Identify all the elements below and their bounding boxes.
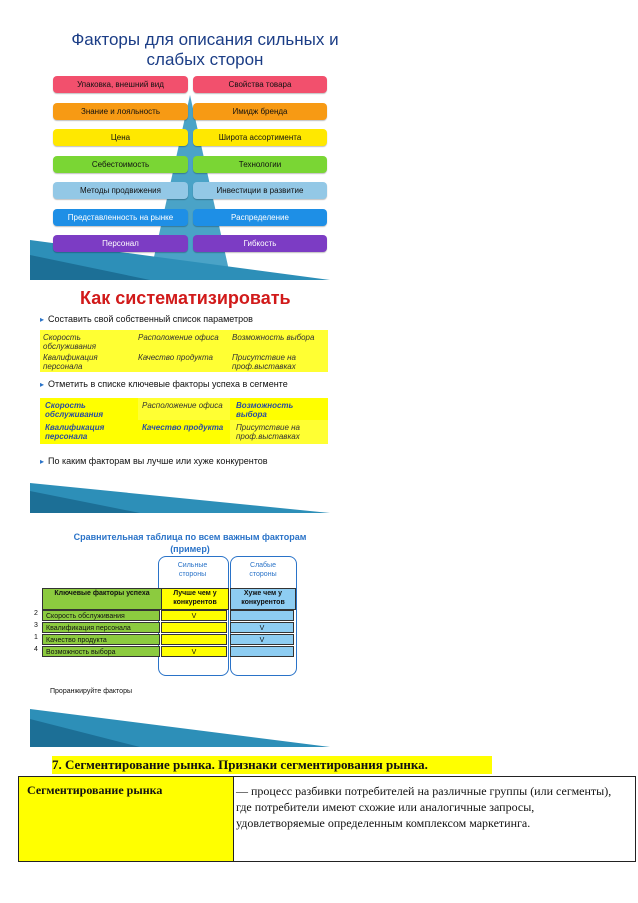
factor-pill-left: Персонал <box>53 235 188 252</box>
factor-pill-right: Широта ассортимента <box>193 129 327 146</box>
rank-number: 2 <box>34 610 38 617</box>
factor-pill-left: Знание и лояльность <box>53 103 188 120</box>
better-mark: V <box>161 610 227 621</box>
grid-cell: Расположение офиса <box>142 401 223 410</box>
term-cell: Сегментирование рынка <box>19 777 234 861</box>
grid-cell: Скорость обслуживания <box>43 333 96 351</box>
factor-pill-right: Имидж бренда <box>193 103 327 120</box>
definition-text: — процесс разбивки потребителей на различные группы (или сегменты), где потребители имеют схожие или аналогичные запросы, удовлетворяемые определенным комплексом маркетинга. <box>236 784 612 830</box>
grid-cell: Присутствие на проф.выставках <box>232 353 296 371</box>
worse-mark <box>230 610 294 621</box>
bullet-1: ▸ Составить свой собственный список параметров <box>40 314 253 324</box>
factor-label: Возможность выбора <box>42 646 160 657</box>
factor-pill-right: Свойства товара <box>193 76 327 93</box>
better-mark: V <box>161 646 227 657</box>
grid-cell: Квалификация персонала <box>43 353 98 371</box>
grid-cell: Присутствие на проф.выставках <box>236 423 300 441</box>
grid-cell: Качество продукта <box>142 423 224 432</box>
factor-pill-left: Методы продвижения <box>53 182 188 199</box>
slide3-footer: Проранжируйте факторы <box>50 688 132 695</box>
col-better-header: Лучше чем у конкурентов <box>161 588 229 610</box>
slide2-title: Как систематизировать <box>80 288 291 308</box>
factor-label: Квалификация персонала <box>42 622 160 633</box>
weak-header: Слабые стороны <box>249 562 277 578</box>
factor-pill-right: Технологии <box>193 156 327 173</box>
grid-cell: Возможность выбора <box>236 401 294 419</box>
worse-mark <box>230 646 294 657</box>
factor-label: Качество продукта <box>42 634 160 645</box>
arrow-bullet-icon: ▸ <box>40 315 45 324</box>
rank-number: 1 <box>34 634 38 641</box>
bullet-3: ▸ По каким факторам вы лучше или хуже конкурентов <box>40 456 268 466</box>
grid-cell: Расположение офиса <box>138 333 219 342</box>
definition-table <box>18 776 636 862</box>
slide3-title: Сравнительная таблица по всем важным факторам (пример) <box>73 532 307 554</box>
factor-label: Скорость обслуживания <box>42 610 160 621</box>
rank-number: 3 <box>34 622 38 629</box>
comparison-rows <box>0 0 300 680</box>
better-mark <box>161 634 227 645</box>
strong-header: Сильные стороны <box>177 562 208 578</box>
factor-pill-right: Распределение <box>193 209 327 226</box>
grid-cell: Возможность выбора <box>232 333 315 342</box>
factor-pill-left: Упаковка, внешний вид <box>53 76 188 93</box>
bullet-2: ▸ Отметить в списке ключевые факторы успеха в сегменте <box>40 379 288 389</box>
grid-cell: Качество продукта <box>138 353 213 362</box>
arrow-bullet-icon: ▸ <box>40 380 45 389</box>
slide-decoration <box>30 709 340 749</box>
factor-pill-right: Инвестиции в развитие <box>193 182 327 199</box>
factor-pill-left: Цена <box>53 129 188 146</box>
factor-pill-left: Представленность на рынке <box>53 209 188 226</box>
grid-cell: Скорость обслуживания <box>45 401 104 419</box>
grid-cell: Квалификация персонала <box>45 423 105 441</box>
section-title: 7. Сегментирование рынка. Признаки сегментирования рынка. <box>52 756 492 774</box>
col-key-header: Ключевые факторы успеха <box>42 588 162 610</box>
worse-mark: V <box>230 634 294 645</box>
factor-pill-left: Себестоимость <box>53 156 188 173</box>
slide1-title: Факторы для описания сильных и слабых сторон <box>71 30 339 69</box>
col-worse-header: Хуже чем у конкурентов <box>230 588 296 610</box>
better-mark <box>161 622 227 633</box>
factor-pill-right: Гибкость <box>193 235 327 252</box>
worse-mark: V <box>230 622 294 633</box>
arrow-bullet-icon: ▸ <box>40 457 45 466</box>
rank-number: 4 <box>34 646 38 653</box>
